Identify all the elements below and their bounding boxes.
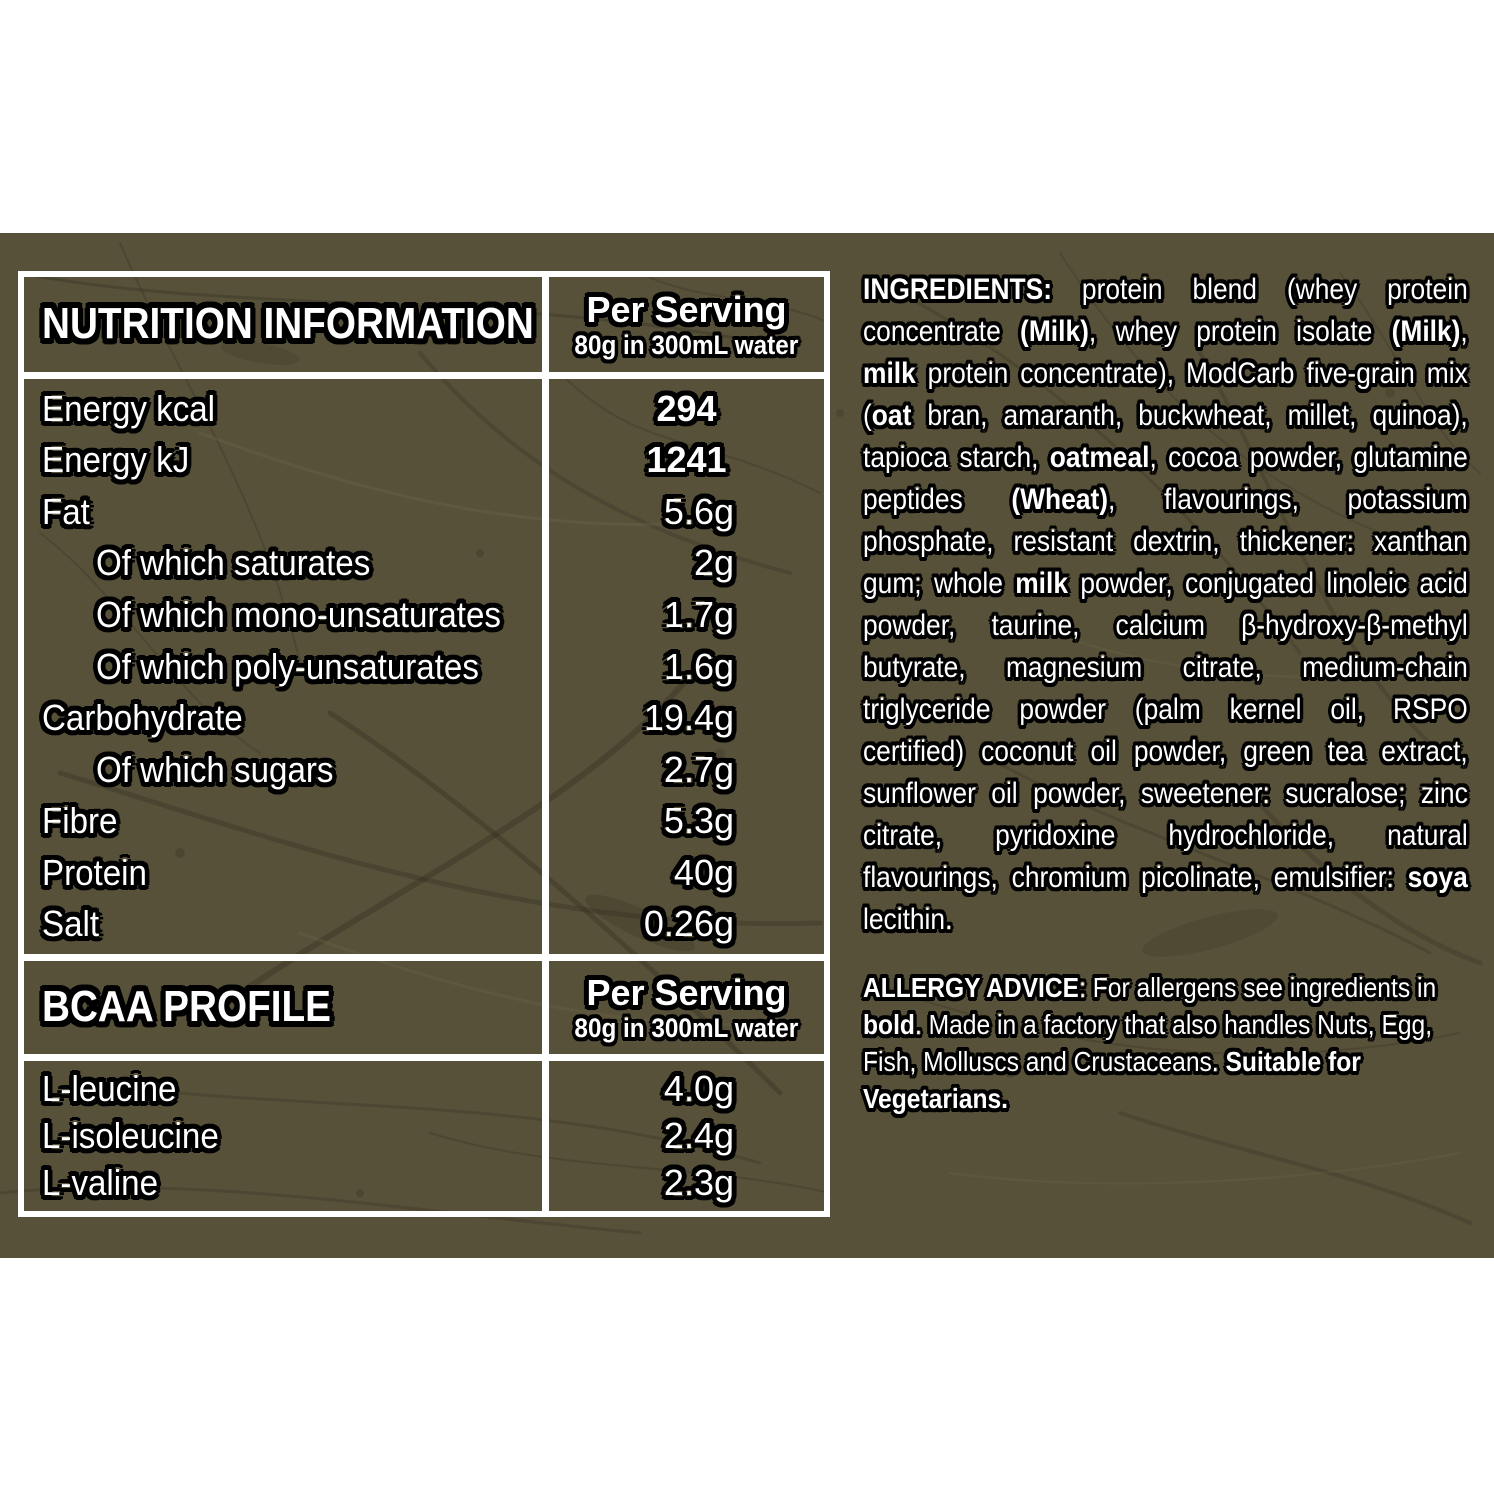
table-divider-line	[24, 1054, 824, 1061]
nutrition-header-row	[24, 277, 824, 372]
table-divider-line	[24, 954, 824, 961]
nutrition-row	[24, 641, 824, 693]
per-serving-header	[549, 290, 824, 360]
nutrient-value: 1.6g	[663, 645, 734, 687]
ingredients-column	[863, 269, 1468, 1117]
nutrient-label: Salt	[42, 903, 100, 945]
nutrition-row	[24, 435, 824, 487]
nutrient-value: 294	[656, 387, 717, 429]
nutrient-label: Fat	[42, 490, 90, 532]
bcaa-per-serving-header	[549, 973, 824, 1043]
table-column-divider	[542, 277, 549, 1211]
nutrient-value: 2g	[693, 542, 734, 584]
nutrient-label: Of which poly-unsaturates	[96, 645, 479, 687]
nutrient-value: 5.6g	[663, 490, 734, 532]
nutrition-row	[24, 847, 824, 899]
nutrient-value: 4.0g	[663, 1067, 734, 1109]
bcaa-row	[24, 1160, 824, 1207]
bcaa-header-row	[24, 961, 824, 1054]
nutrient-label: L-isoleucine	[42, 1114, 219, 1156]
ingredients-paragraph: INGREDIENTS: protein blend (whey protein concentrate (Milk), whey protein isolate (Milk), milk protein concentrate), ModCarb five-grain mix (oat bran, amaranth, buckwheat, millet, quinoa), tapioca starch, oatmeal, cocoa powder, glutamine peptides (Wheat), flavourings, potassium phosphate, resistant dextrin, thickener: xanthan gum; whole milk powder, conjugated linoleic acid powder, taurine, calcium β-hydroxy-β-methyl butyrate, magnesium citrate, medium-chain triglyceride powder (palm kernel oil, RSPO certified) coconut oil powder, green tea extract, sunflower oil powder, sweetener: sucralose; zinc citrate, pyridoxine hydrochloride, natural flavourings, chromium picolinate, emulsifier: soya lecithin.	[863, 273, 1468, 936]
nutrition-rows	[24, 379, 824, 954]
nutrient-label: Carbohydrate	[42, 697, 243, 739]
nutrition-row	[24, 744, 824, 796]
nutrient-value: 1.7g	[663, 593, 734, 635]
nutrient-label: L-valine	[42, 1162, 158, 1204]
nutrition-row	[24, 589, 824, 641]
allergy-advice-paragraph: ALLERGY ADVICE: For allergens see ingredients in bold. Made in a factory that also handles Nuts, Egg, Fish, Molluscs and Crustaceans. Suitable for Vegetarians.	[863, 972, 1437, 1114]
nutrition-row	[24, 538, 824, 590]
nutrient-label: Of which sugars	[96, 748, 334, 790]
nutrient-value: 5.3g	[663, 800, 734, 842]
per-serving-label: Per Serving	[586, 288, 787, 330]
nutrition-row	[24, 795, 824, 847]
nutrient-value: 19.4g	[643, 697, 734, 739]
table-divider-line	[24, 372, 824, 379]
bcaa-per-serving-sub-label: 80g in 300mL water	[574, 1012, 799, 1043]
nutrient-label: Fibre	[42, 800, 118, 842]
bcaa-title: BCAA PROFILE	[42, 982, 331, 1032]
bcaa-row	[24, 1112, 824, 1159]
nutrient-label: Of which mono-unsaturates	[96, 593, 502, 635]
nutrient-value: 1241	[646, 439, 727, 481]
nutrient-value: 2.3g	[663, 1162, 734, 1204]
nutrient-label: Of which saturates	[96, 542, 371, 584]
nutrition-title: NUTRITION INFORMATION	[42, 299, 534, 349]
nutrient-label: Protein	[42, 851, 147, 893]
nutrition-row	[24, 383, 824, 435]
nutrient-label: Energy kcal	[42, 387, 216, 429]
nutrition-table	[18, 271, 830, 1217]
nutrition-row	[24, 486, 824, 538]
bcaa-row	[24, 1065, 824, 1112]
label-background	[0, 233, 1494, 1258]
nutrient-value: 2.7g	[663, 748, 734, 790]
nutrient-label: L-leucine	[42, 1067, 177, 1109]
nutrition-row	[24, 898, 824, 950]
nutrient-value: 2.4g	[663, 1114, 734, 1156]
bcaa-per-serving-label: Per Serving	[586, 971, 787, 1013]
nutrition-row	[24, 692, 824, 744]
bcaa-rows	[24, 1061, 824, 1211]
nutrient-value: 0.26g	[643, 903, 734, 945]
per-serving-sub-label: 80g in 300mL water	[574, 329, 799, 360]
nutrient-label: Energy kJ	[42, 439, 190, 481]
nutrient-value: 40g	[673, 851, 734, 893]
